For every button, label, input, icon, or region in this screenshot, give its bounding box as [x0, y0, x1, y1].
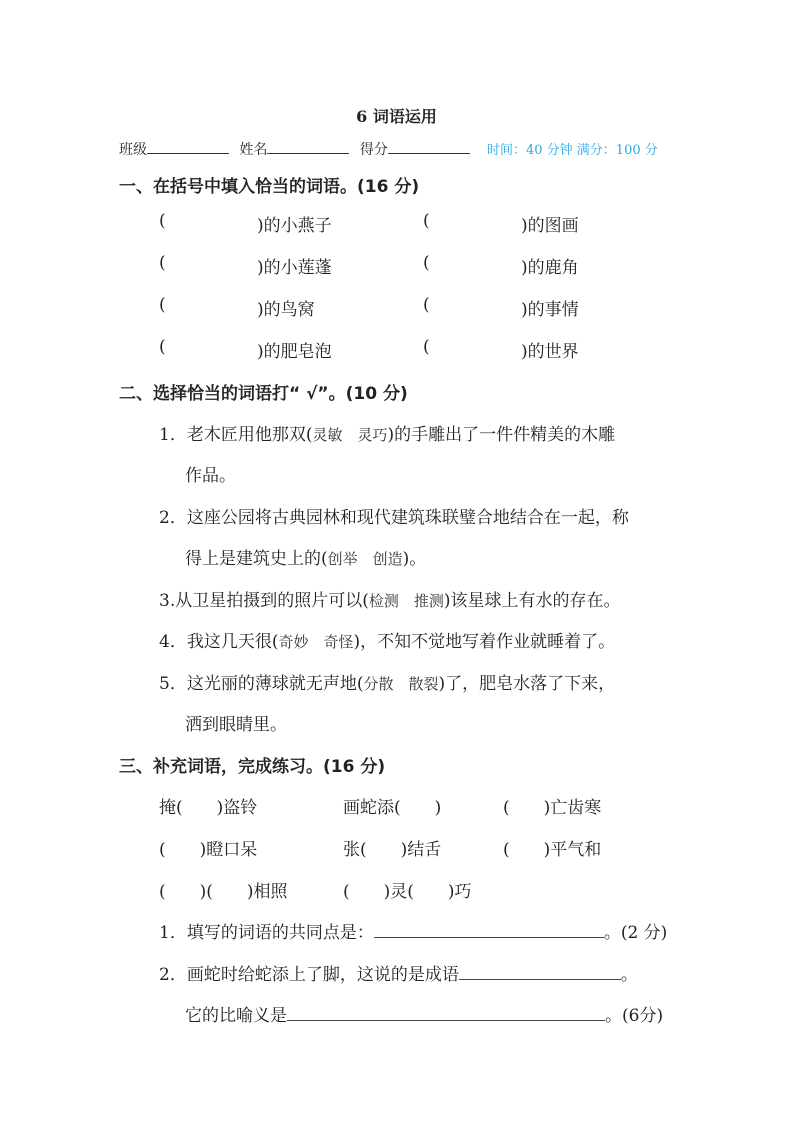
- s2-q1-options[interactable]: 灵敏 灵巧: [312, 426, 388, 444]
- section3-heading: 三、补充词语，完成练习。(16 分): [119, 757, 386, 777]
- score-label: 得分: [359, 142, 388, 158]
- s2-question-1: 1．老木匠用他那双(灵敏 灵巧)的手雕出了一件件精美的木雕: [159, 425, 616, 445]
- idiom-3[interactable]: ( )亡齿寒: [503, 798, 602, 818]
- s1-item-5: )的鸟窝: [257, 300, 315, 320]
- s1-item-3-open: (: [159, 253, 166, 273]
- idiom-8[interactable]: ( )灵( )巧: [343, 882, 472, 902]
- s2-question-2-cont: 得上是建筑史上的(创举 创造)。: [185, 549, 427, 569]
- s1-item-2-open: (: [423, 211, 430, 231]
- idiom-4[interactable]: ( )瞪口呆: [159, 840, 258, 860]
- idiom-6[interactable]: ( )平气和: [503, 840, 602, 860]
- s2-question-1-cont: 作品。: [185, 466, 236, 486]
- class-blank[interactable]: [147, 139, 229, 154]
- s1-item-6-open: (: [423, 295, 430, 315]
- name-label: 姓名: [239, 142, 268, 158]
- s2-question-5-cont: 洒到眼睛里。: [185, 715, 287, 735]
- s2-q4-options[interactable]: 奇妙 奇怪: [278, 633, 354, 651]
- s1-item-4: )的鹿角: [521, 258, 579, 278]
- s1-item-8: )的世界: [521, 342, 579, 362]
- section2-heading: 二、选择恰当的词语打“ √”。(10 分): [119, 384, 408, 404]
- s3-q1-answer-blank[interactable]: [374, 921, 604, 938]
- score-blank[interactable]: [388, 139, 470, 154]
- s3-q2-idiom-blank[interactable]: [459, 963, 621, 980]
- s1-item-5-open: (: [159, 295, 166, 315]
- idiom-7[interactable]: ( )( )相照: [159, 882, 288, 902]
- s3-question-2-cont: 它的比喻义是 。(6分): [185, 1006, 664, 1026]
- s1-item-7-open: (: [159, 337, 166, 357]
- s2-q2-options[interactable]: 创举 创造: [327, 550, 403, 568]
- s2-question-5: 5．这光丽的薄球就无声地(分散 散裂)了，肥皂水落了下来，: [159, 674, 616, 694]
- s2-q5-options[interactable]: 分散 散裂: [363, 675, 439, 693]
- s2-question-4: 4．我这几天很(奇妙 奇怪)，不知不觉地写着作业就睡着了。: [159, 632, 616, 652]
- section1-heading: 一、在括号中填入恰当的词语。(16 分): [119, 177, 420, 197]
- header-info-line: [119, 139, 470, 159]
- name-blank[interactable]: [267, 139, 349, 154]
- class-label: 班级: [119, 142, 147, 158]
- s3-question-1: 1．填写的词语的共同点是： 。(2 分): [159, 923, 668, 943]
- idiom-1[interactable]: 掩( )盗铃: [159, 798, 258, 818]
- s3-question-2: 2．画蛇时给蛇添上了脚，这说的是成语 。: [159, 965, 638, 985]
- s1-item-1-open: (: [159, 211, 166, 231]
- s2-q3-options[interactable]: 检测 推测: [368, 592, 444, 610]
- idiom-5[interactable]: 张( )结舌: [343, 840, 442, 860]
- s2-question-3: 3.从卫星拍摄到的照片可以(检测 推测)该星球上有水的存在。: [159, 591, 621, 611]
- s1-item-8-open: (: [423, 337, 430, 357]
- s2-question-2: 2．这座公园将古典园林和现代建筑珠联璧合地结合在一起，称: [159, 508, 629, 528]
- s1-item-1: )的小燕子: [257, 216, 332, 236]
- time-info: 时间：40 分钟 满分：100 分: [487, 143, 658, 158]
- s1-item-2: )的图画: [521, 216, 579, 236]
- idiom-2[interactable]: 画蛇添( ): [343, 798, 442, 818]
- s1-item-6: )的事情: [521, 300, 579, 320]
- s1-item-7: )的肥皂泡: [257, 342, 332, 362]
- s1-item-3: )的小莲蓬: [257, 258, 332, 278]
- s1-item-4-open: (: [423, 253, 430, 273]
- s3-q2-meaning-blank[interactable]: [287, 1004, 605, 1021]
- page-title: 6 词语运用: [356, 107, 437, 126]
